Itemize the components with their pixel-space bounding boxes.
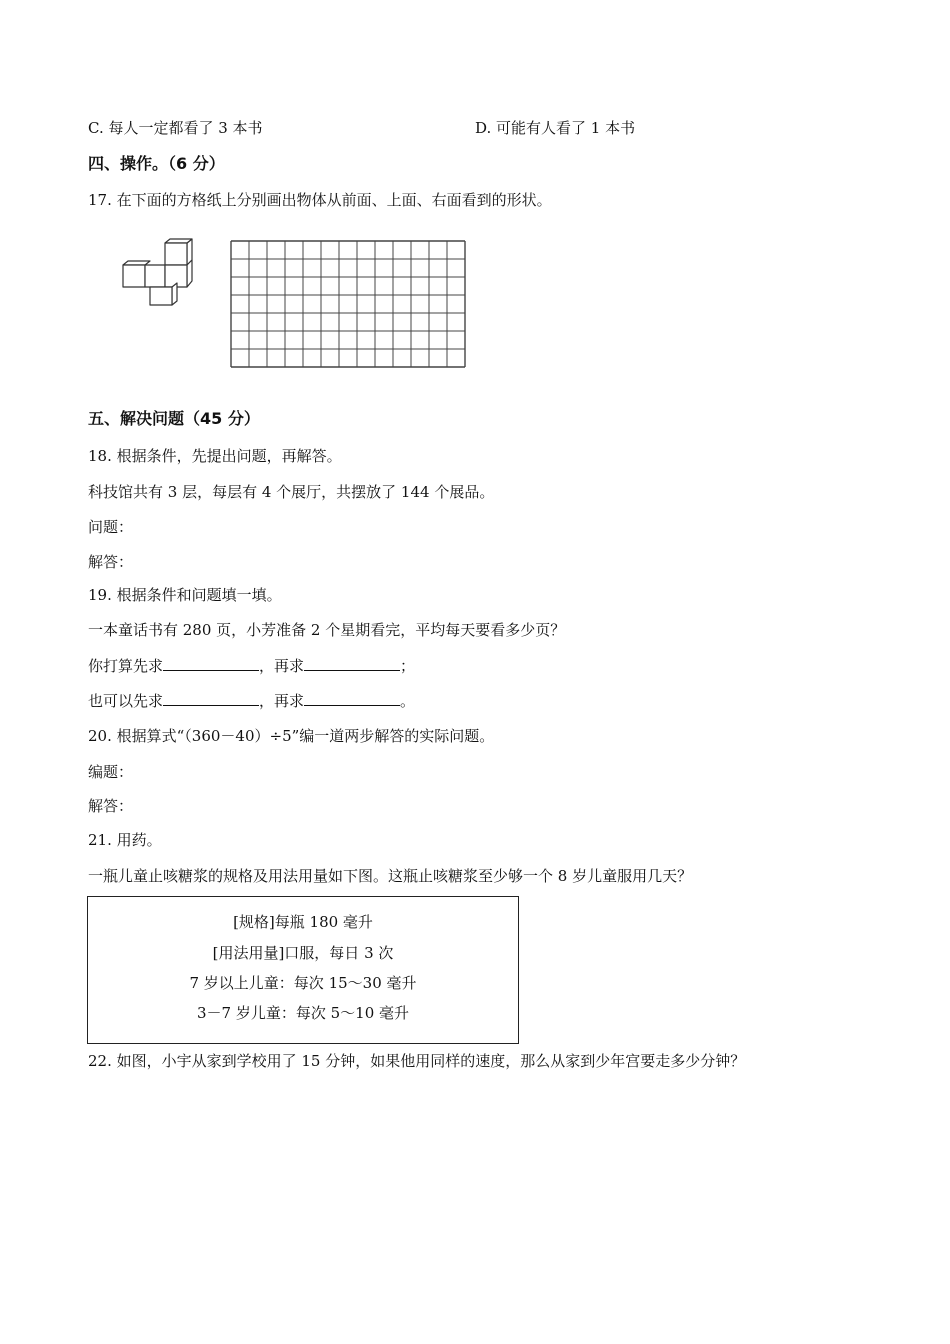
fill-blank-2[interactable] (304, 656, 400, 671)
line-1-text-a: 你打算先求 (88, 657, 164, 675)
fill-blank-1[interactable] (163, 656, 259, 671)
spec-line: [规格]每瓶 180 毫升 (233, 913, 373, 931)
option-c: C. 每人一定都看了 3 本书 (88, 119, 263, 137)
line-2-end: 。 (400, 692, 416, 710)
line-1-text-b: ，再求 (259, 657, 305, 675)
line-2-text-b: ，再求 (259, 692, 305, 710)
question-18-question-label: 问题： (88, 518, 134, 536)
question-21-problem: 一瓶儿童止咳糖浆的规格及用法用量如下图。这瓶止咳糖浆至少够一个 8 岁儿童服用几天？ (88, 867, 693, 885)
dosage-3-to-7-line: 3－7 岁儿童：每次 5～10 毫升 (196, 1004, 410, 1022)
question-20-question-label: 编题： (88, 763, 134, 781)
question-19-line-2 (88, 691, 415, 711)
cube-right-side (187, 260, 192, 287)
line-2-text-a: 也可以先求 (88, 692, 164, 710)
cube-front-front (150, 287, 172, 305)
fill-blank-3[interactable] (163, 691, 259, 706)
dosage-over-7-line: 7 岁以上儿童：每次 15～30 毫升 (189, 974, 417, 992)
usage-line: [用法用量]口服，每日 3 次 (212, 944, 394, 962)
section-5-heading: 五、解决问题（45 分） (88, 409, 260, 428)
option-d: D. 可能有人看了 1 本书 (475, 119, 636, 137)
question-20-title: 20. 根据算式“（360－40）÷5”编一道两步解答的实际问题。 (88, 727, 495, 745)
question-18-title: 18. 根据条件，先提出问题，再解答。 (88, 447, 342, 465)
cube-front-side (172, 283, 177, 305)
question-20-answer-label: 解答： (88, 797, 134, 815)
question-19-problem: 一本童话书有 280 页，小芳准备 2 个星期看完，平均每天要看多少页？ (88, 621, 566, 639)
question-19-line-1 (88, 656, 415, 676)
square-grid-paper[interactable] (230, 240, 469, 382)
line-1-end: ； (400, 657, 416, 675)
cube-stack-figure (118, 238, 198, 306)
question-18-answer-label: 解答： (88, 553, 134, 571)
cube-top-face (165, 239, 192, 243)
fill-blank-4[interactable] (304, 691, 400, 706)
section-4-heading: 四、操作。（6 分） (88, 154, 225, 173)
question-21-title: 21. 用药。 (88, 831, 162, 849)
question-18-condition: 科技馆共有 3 层，每层有 4 个展厅，共摆放了 144 个展品。 (88, 483, 495, 501)
question-17: 17. 在下面的方格纸上分别画出物体从前面、上面、右面看到的形状。 (88, 191, 552, 209)
question-19-title: 19. 根据条件和问题填一填。 (88, 586, 282, 604)
question-22-title: 22. 如图，小宇从家到学校用了 15 分钟，如果他用同样的速度，那么从家到少年宫要走多少分钟？ (88, 1052, 746, 1070)
cube-top-front (165, 243, 187, 265)
cube-left-top (123, 261, 150, 265)
cube-middle-front (145, 265, 165, 287)
medicine-label-box (87, 896, 519, 1044)
cube-left-front (123, 265, 145, 287)
